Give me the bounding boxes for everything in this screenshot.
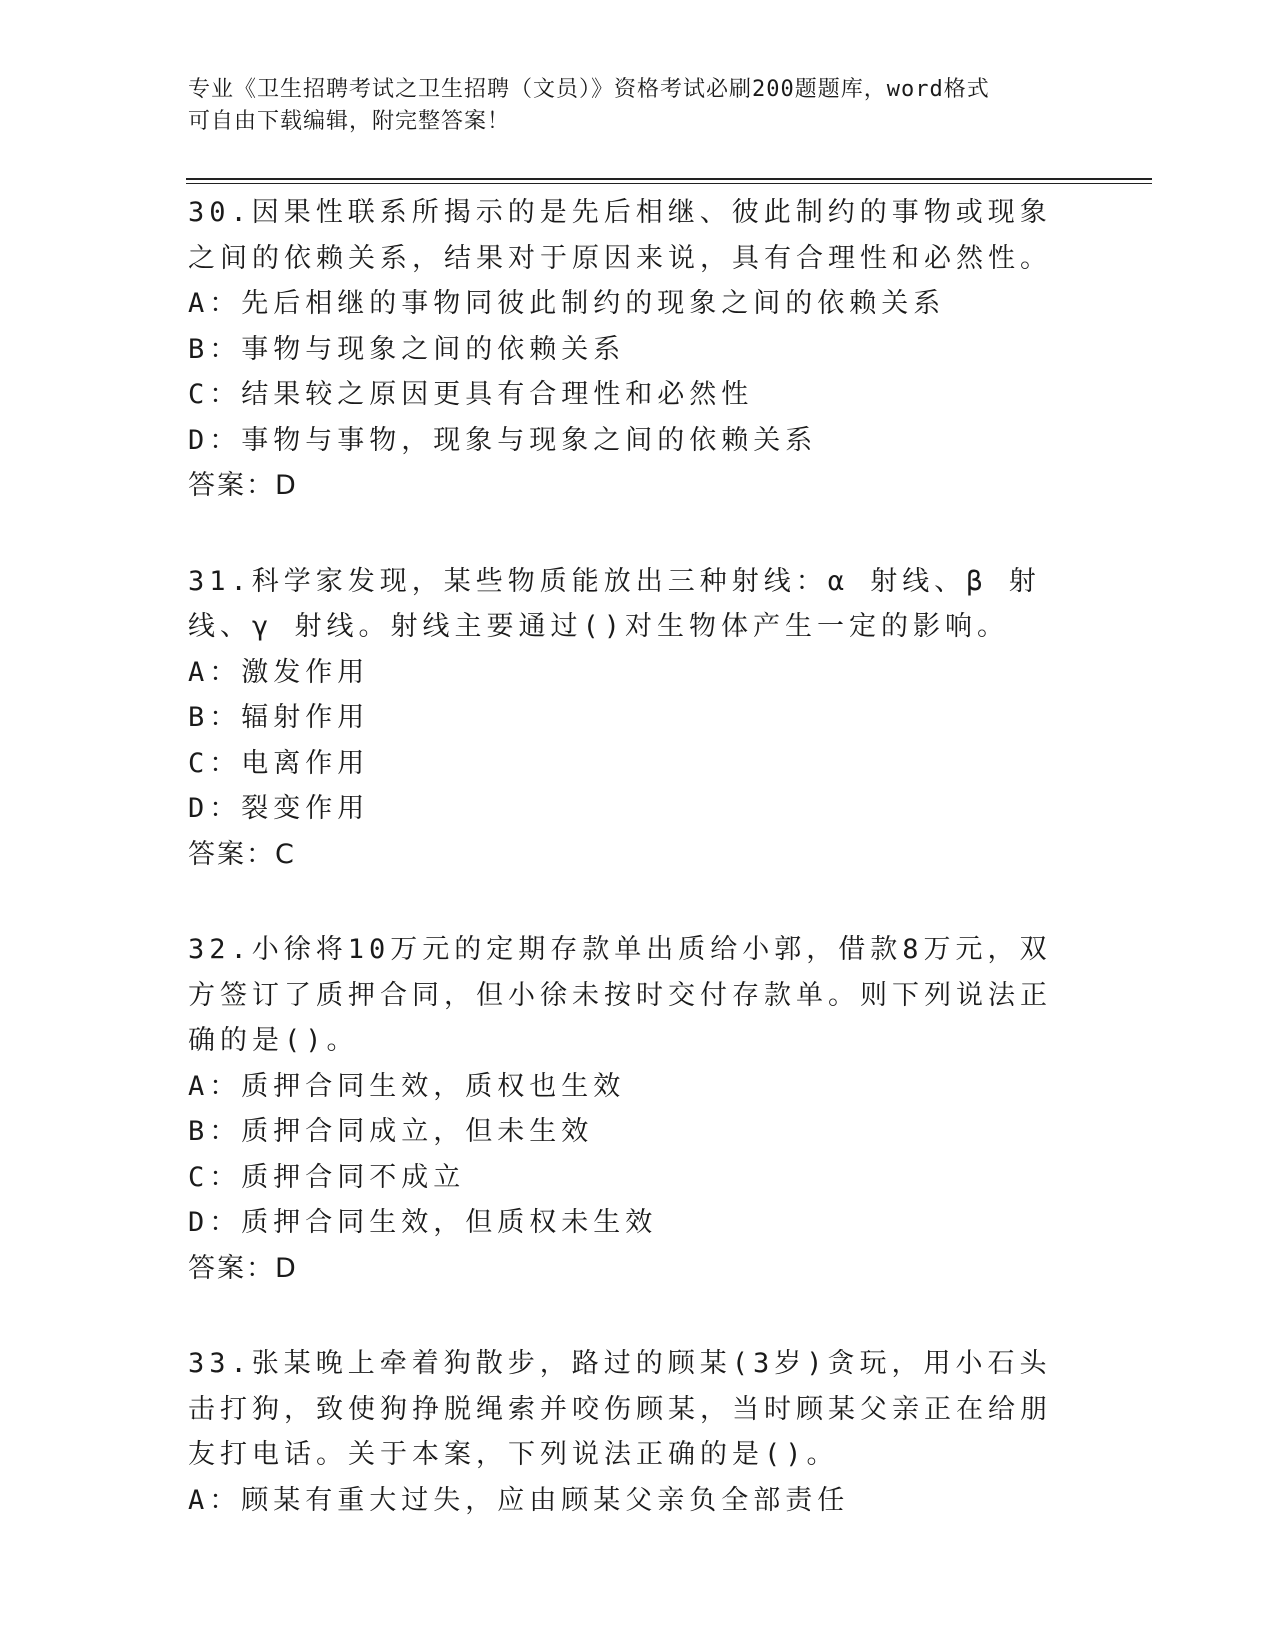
- answer-label: 答案：D: [188, 470, 298, 501]
- option-c: C：质押合同不成立: [188, 1161, 466, 1193]
- question-list: [188, 190, 1068, 1573]
- option-b: B：事物与现象之间的依赖关系: [188, 333, 626, 365]
- option-a: A：激发作用: [188, 656, 370, 688]
- option-d: D：事物与事物，现象与现象之间的依赖关系: [188, 424, 818, 456]
- question-text: 32.小徐将10万元的定期存款单出质给小郭，借款8万元，双方签订了质押合同，但小徐未按时交付存款单。则下列说法正确的是()。: [188, 934, 1052, 1056]
- answer-label: 答案：C: [188, 838, 296, 870]
- header-divider-thin: [186, 183, 1152, 184]
- document-header: [188, 74, 1068, 138]
- option-b: B：辐射作用: [188, 702, 370, 733]
- option-a: A：先后相继的事物同彼此制约的现象之间的依赖关系: [188, 288, 946, 319]
- option-a: A：质押合同生效，质权也生效: [188, 1070, 626, 1102]
- question-33: [188, 1341, 1068, 1523]
- option-b: B：质押合同成立，但未生效: [188, 1116, 594, 1147]
- option-a: A：顾某有重大过失，应由顾某父亲负全部责任: [188, 1484, 850, 1516]
- question-32: [188, 927, 1068, 1291]
- header-line-2: 可自由下载编辑，附完整答案！: [188, 109, 511, 134]
- option-c: C：结果较之原因更具有合理性和必然性: [188, 379, 754, 410]
- header-line-1: 专业《卫生招聘考试之卫生招聘（文员）》资格考试必刷200题题库，word格式: [188, 77, 990, 102]
- option-d: D：质押合同生效，但质权未生效: [188, 1207, 658, 1238]
- option-c: C：电离作用: [188, 747, 370, 779]
- answer-label: 答案：D: [188, 1252, 298, 1284]
- question-text: 31.科学家发现，某些物质能放出三种射线：α 射线、β 射线、γ 射线。射线主要通过()对生物体产生一定的影响。: [188, 565, 1041, 642]
- header-divider-thick: [186, 178, 1152, 180]
- question-text: 30.因果性联系所揭示的是先后相继、彼此制约的事物或现象之间的依赖关系，结果对于原因来说，具有合理性和必然性。: [188, 197, 1052, 274]
- question-31: [188, 559, 1068, 878]
- question-30: [188, 190, 1068, 509]
- option-d: D：裂变作用: [188, 793, 370, 824]
- question-text: 33.张某晚上牵着狗散步，路过的顾某(3岁)贪玩，用小石头击打狗，致使狗挣脱绳索并咬伤顾某，当时顾某父亲正在给朋友打电话。关于本案，下列说法正确的是()。: [188, 1348, 1052, 1470]
